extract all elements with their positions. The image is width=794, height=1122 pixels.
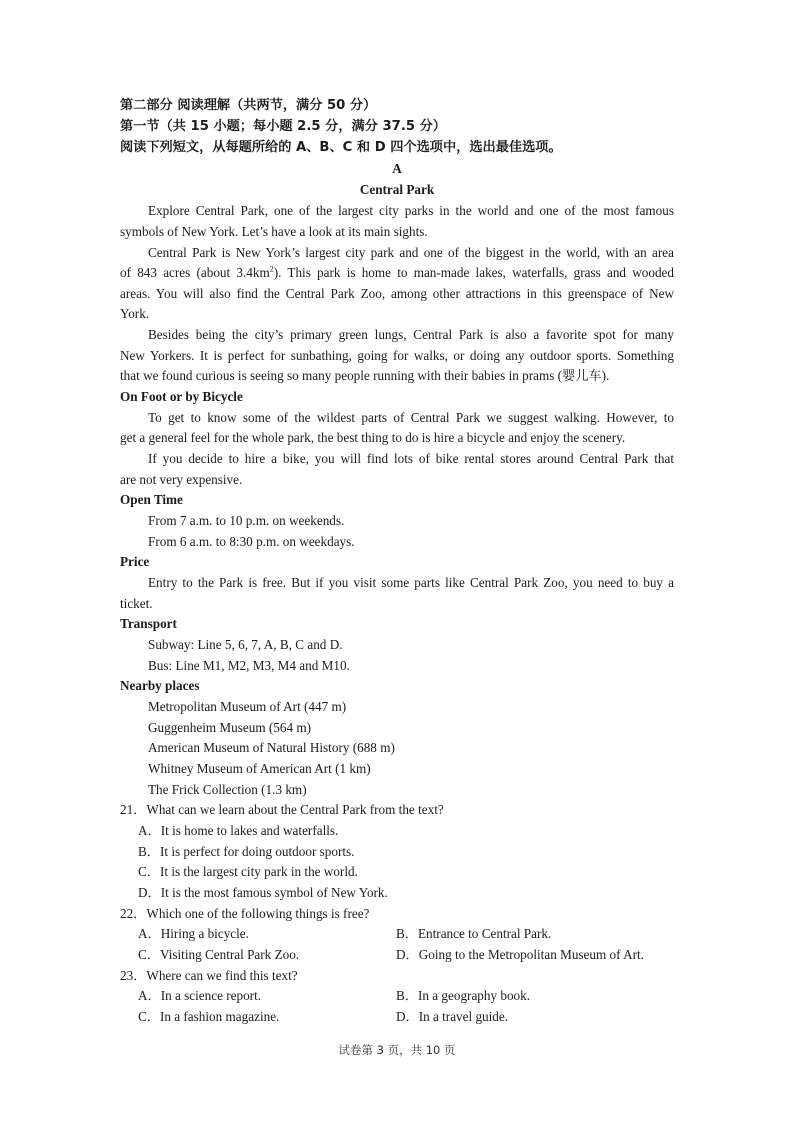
answer-option: D．In a travel guide. xyxy=(396,1009,509,1024)
paragraph-line: get a general feel for the whole park, the best thing to do is hire a bicycle and enjoy the scenery. xyxy=(120,430,626,445)
answer-option: A．It is home to lakes and waterfalls. xyxy=(138,823,339,838)
section-subheading: Open Time xyxy=(120,492,183,507)
nearby-item: The Frick Collection (1.3 km) xyxy=(148,782,307,797)
question-stem: 23．Where can we find this text? xyxy=(120,968,298,983)
passage-title: Central Park xyxy=(359,182,435,197)
instructions: 阅读下列短文，从每题所给的 A、B、C 和 D 四个选项中，选出最佳选项。 xyxy=(120,140,562,155)
answer-option: B．It is perfect for doing outdoor sports. xyxy=(138,844,355,859)
nearby-item: Metropolitan Museum of Art (447 m) xyxy=(148,699,347,714)
answer-option: A．Hiring a bicycle. xyxy=(138,926,249,941)
paragraph-line: Besides being the city’s primary green lungs, Central Park is also a favorite spot for many xyxy=(148,327,674,342)
answer-option: C．It is the largest city park in the world. xyxy=(138,864,358,879)
answer-option: A．In a science report. xyxy=(138,988,262,1003)
nearby-item: Whitney Museum of American Art (1 km) xyxy=(148,761,371,776)
answer-option: C．In a fashion magazine. xyxy=(138,1009,280,1024)
paragraph-line: that we found curious is seeing so many people running with their babies in prams (婴儿车). xyxy=(120,368,610,383)
passage-label: A xyxy=(392,161,402,176)
answer-option: C．Visiting Central Park Zoo. xyxy=(138,947,300,962)
question-stem: 22．Which one of the following things is free? xyxy=(120,906,370,921)
info-line: From 6 a.m. to 8:30 p.m. on weekdays. xyxy=(148,534,355,549)
nearby-item: Guggenheim Museum (564 m) xyxy=(148,720,311,735)
paragraph-line: areas. You will also find the Central Park Zoo, among other attractions in this greenspace of New xyxy=(120,286,674,301)
paragraph-line xyxy=(120,264,674,282)
nearby-item: American Museum of Natural History (688 m) xyxy=(148,740,395,755)
answer-option: B．Entrance to Central Park. xyxy=(396,926,552,941)
subsection-heading: 第一节（共 15 小题；每小题 2.5 分，满分 37.5 分） xyxy=(120,119,446,134)
paragraph-line: To get to know some of the wildest parts of Central Park we suggest walking. However, to xyxy=(148,410,674,425)
paragraph-line: New Yorkers. It is perfect for sunbathing, going for walks, or doing any outdoor sports. Something xyxy=(120,348,674,363)
paragraph-line: symbols of New York. Let’s have a look at its main sights. xyxy=(120,224,428,239)
paragraph-line: Central Park is New York’s largest city park and one of the biggest in the world, with an area xyxy=(148,245,674,260)
info-line: Subway: Line 5, 6, 7, A, B, C and D. xyxy=(148,637,343,652)
area-text-rest: ). This park is home to man-made lakes, waterfalls, grass and wooded xyxy=(273,265,674,280)
answer-option: D．It is the most famous symbol of New York. xyxy=(138,885,388,900)
paragraph-line: Entry to the Park is free. But if you visit some parts like Central Park Zoo, you need to buy a xyxy=(148,575,674,590)
section-subheading: Price xyxy=(120,554,150,569)
area-text: of 843 acres (about 3.4km xyxy=(120,265,270,280)
paragraph-line: York. xyxy=(120,306,150,321)
paragraph-line: are not very expensive. xyxy=(120,472,243,487)
question-stem: 21．What can we learn about the Central Park from the text? xyxy=(120,802,444,817)
info-line: From 7 a.m. to 10 p.m. on weekends. xyxy=(148,513,345,528)
answer-option: D．Going to the Metropolitan Museum of Art. xyxy=(396,947,644,962)
section-heading: 第二部分 阅读理解（共两节，满分 50 分） xyxy=(120,98,377,113)
paragraph-line: ticket. xyxy=(120,596,153,611)
section-subheading: On Foot or by Bicycle xyxy=(120,389,243,404)
answer-option: B．In a geography book. xyxy=(396,988,531,1003)
paragraph-line: If you decide to hire a bike, you will find lots of bike rental stores around Central Park that xyxy=(148,451,674,466)
section-subheading: Transport xyxy=(120,616,177,631)
info-line: Bus: Line M1, M2, M3, M4 and M10. xyxy=(148,658,350,673)
page-footer: 试卷第 3 页，共 10 页 xyxy=(338,1043,456,1057)
paragraph-line: Explore Central Park, one of the largest city parks in the world and one of the most famous xyxy=(148,203,674,218)
superscript: 2 xyxy=(269,264,274,274)
section-subheading: Nearby places xyxy=(120,678,200,693)
